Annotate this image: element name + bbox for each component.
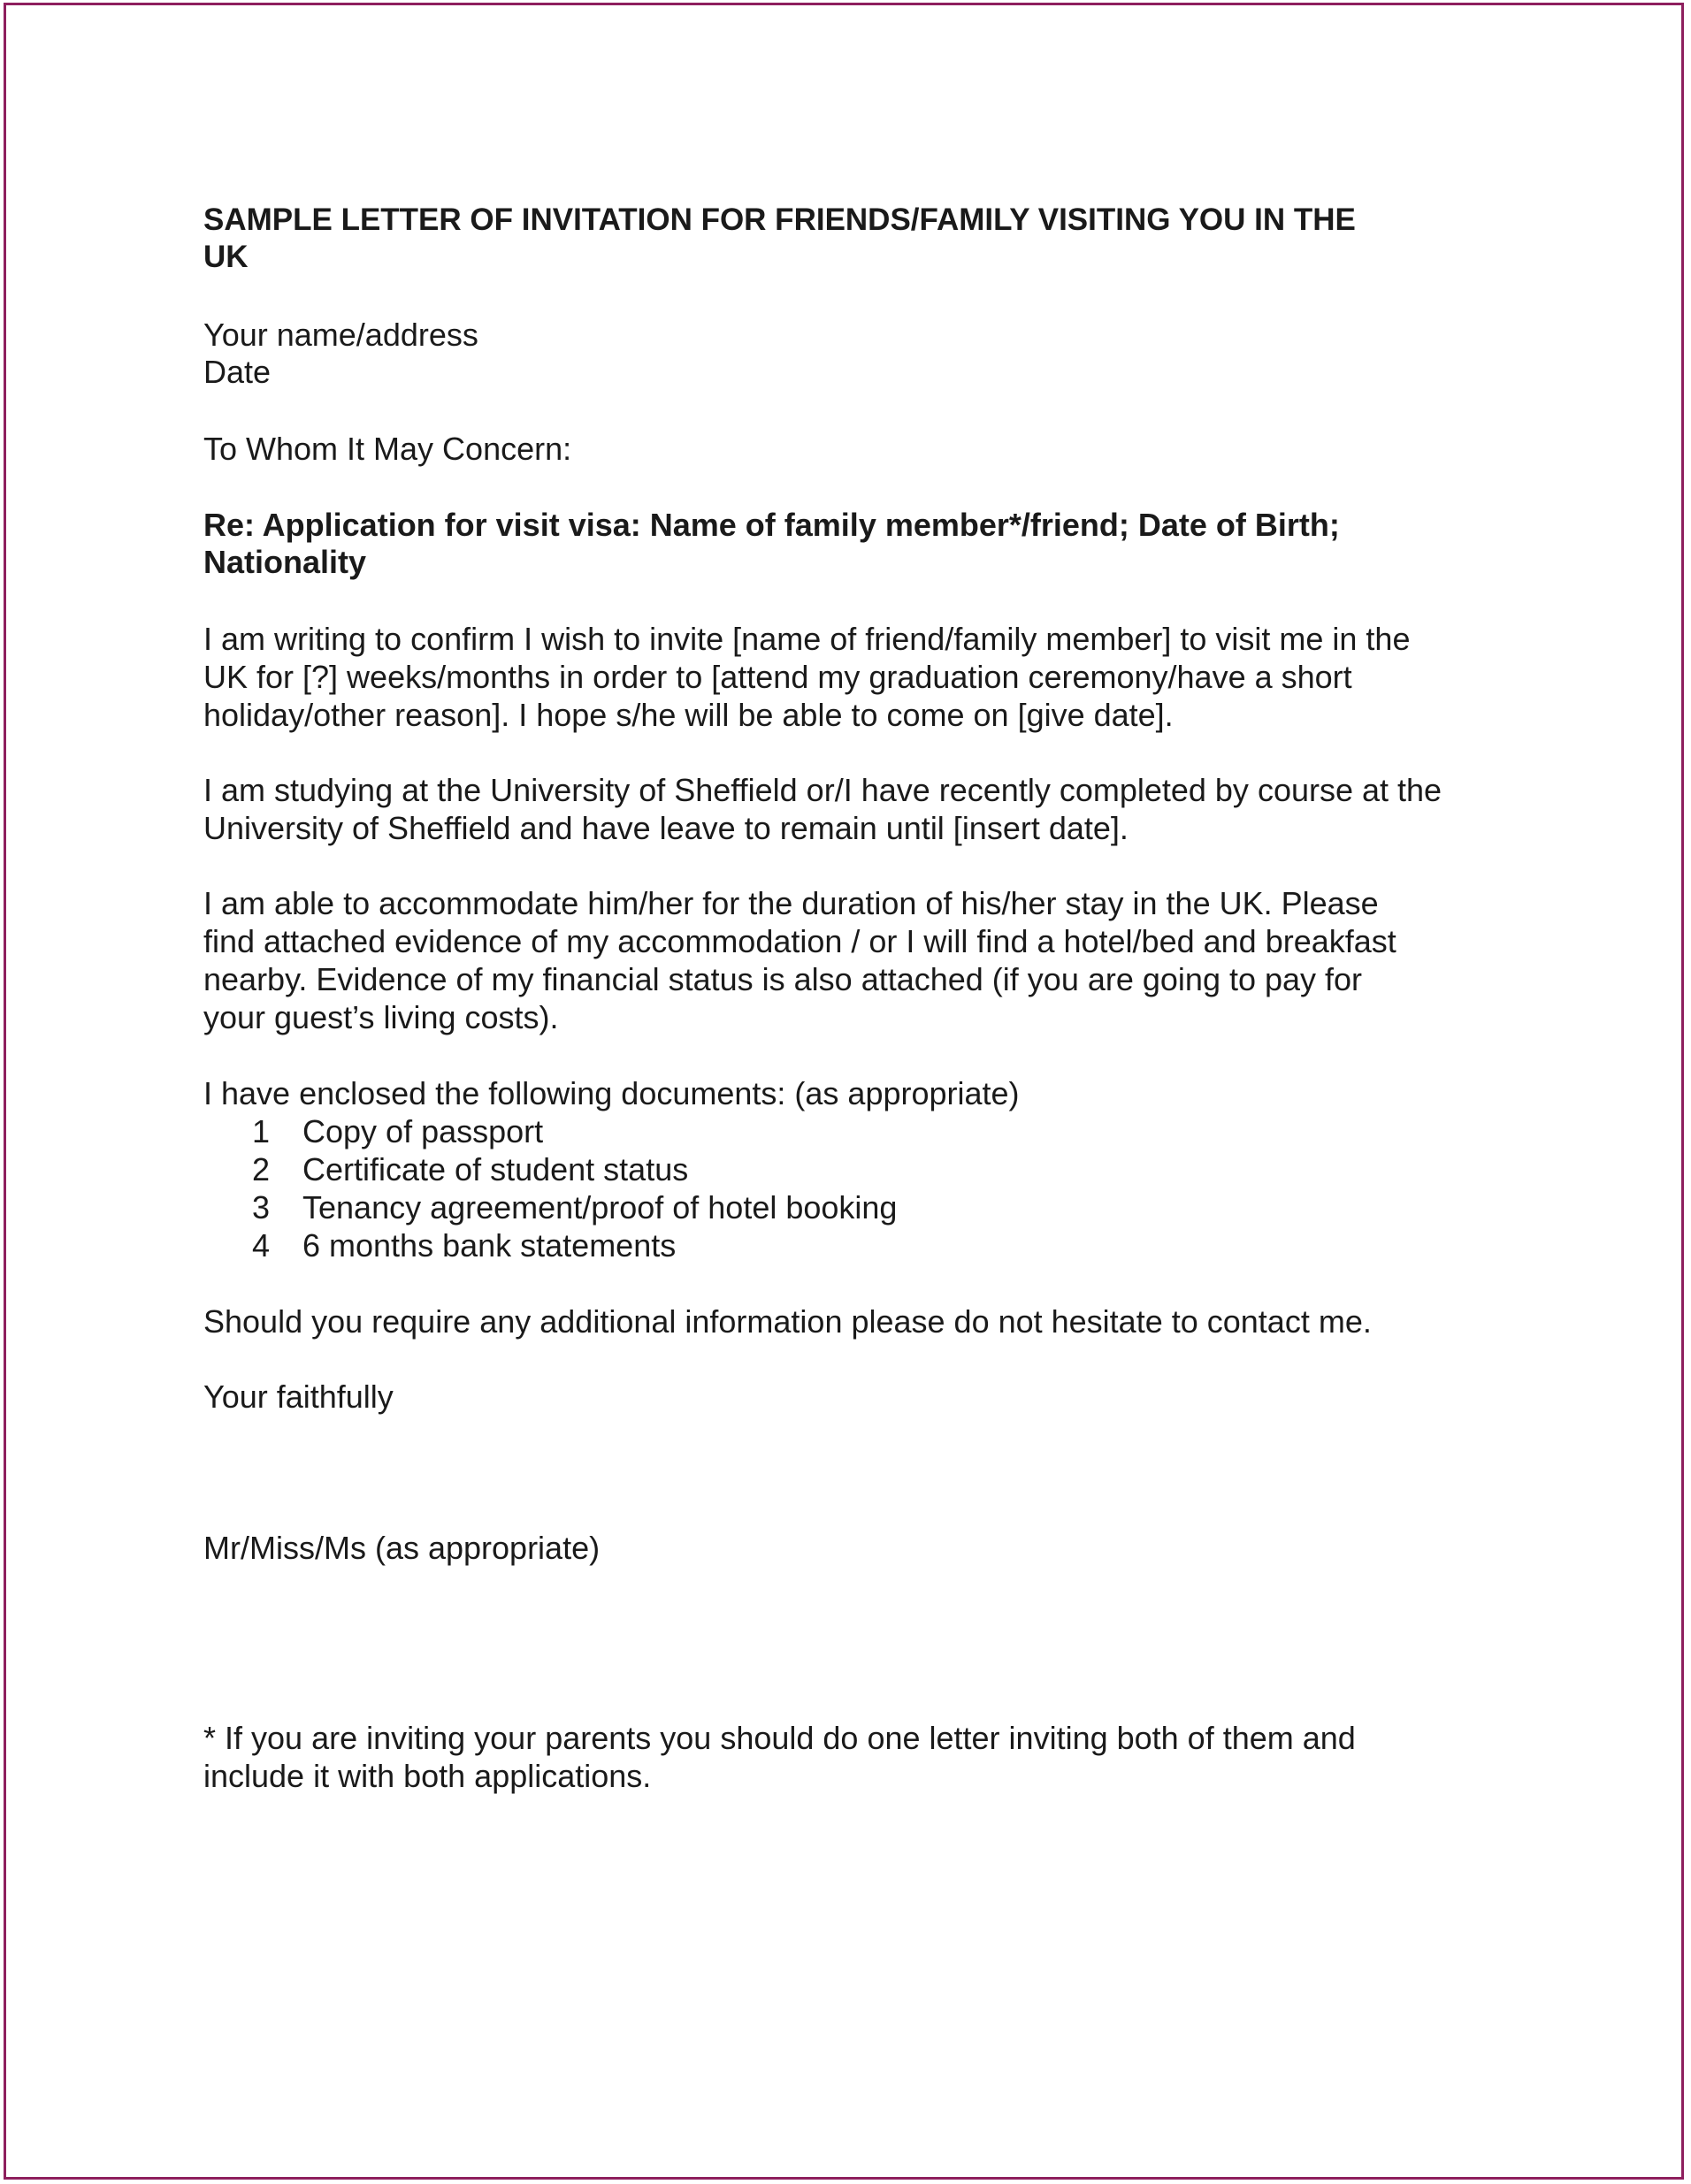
paragraph-accommodation-line-3: nearby. Evidence of my financial status is also attached (if you are going to pay for	[203, 961, 1363, 997]
list-item-number: 2	[252, 1151, 271, 1187]
signature: Mr/Miss/Ms (as appropriate)	[203, 1530, 601, 1566]
list-item-number: 3	[252, 1189, 271, 1226]
list-item-text: Certificate of student status	[302, 1151, 689, 1187]
list-item-text: Copy of passport	[302, 1113, 544, 1149]
paragraph-invite-line-2: UK for [?] weeks/months in order to [attend my graduation ceremony/have a short	[203, 659, 1352, 695]
list-item-number: 4	[252, 1227, 271, 1264]
paragraph-invite-line-3: holiday/other reason]. I hope s/he will be able to come on [give date].	[203, 697, 1174, 733]
sender-address: Your name/address	[203, 317, 478, 353]
subject-line-1: Re: Application for visit visa: Name of family member*/friend; Date of Birth;	[203, 507, 1340, 543]
paragraph-invite-line-1: I am writing to confirm I wish to invite [name of friend/family member] to visit me in the	[203, 621, 1411, 657]
enclosures-intro: I have enclosed the following documents: (as appropriate)	[203, 1075, 1020, 1111]
paragraph-accommodation-line-4: your guest’s living costs).	[203, 999, 559, 1035]
paragraph-accommodation-line-1: I am able to accommodate him/her for the duration of his/her stay in the UK. Please	[203, 885, 1379, 921]
footnote-line-1: * If you are inviting your parents you should do one letter inviting both of them and	[203, 1720, 1356, 1756]
footnote-line-2: include it with both applications.	[203, 1758, 652, 1794]
paragraph-accommodation-line-2: find attached evidence of my accommodation / or I will find a hotel/bed and breakfast	[203, 923, 1396, 959]
letter-title-line-2: UK	[203, 240, 249, 274]
letter-date: Date	[203, 354, 272, 390]
paragraph-study-line-2: University of Sheffield and have leave to remain until [insert date].	[203, 810, 1129, 846]
closing-paragraph: Should you require any additional information please do not hesitate to contact me.	[203, 1303, 1372, 1340]
paragraph-study-line-1: I am studying at the University of Sheffield or/I have recently completed by course at the	[203, 772, 1442, 808]
list-item-text: Tenancy agreement/proof of hotel booking	[302, 1189, 898, 1226]
salutation: To Whom It May Concern:	[203, 431, 572, 467]
letter-title-line-1: SAMPLE LETTER OF INVITATION FOR FRIENDS/FAMILY VISITING YOU IN THE	[203, 202, 1356, 237]
list-item-text: 6 months bank statements	[302, 1227, 677, 1264]
list-item-number: 1	[252, 1113, 271, 1149]
subject-line-2: Nationality	[203, 544, 367, 580]
closing: Your faithfully	[203, 1378, 394, 1415]
